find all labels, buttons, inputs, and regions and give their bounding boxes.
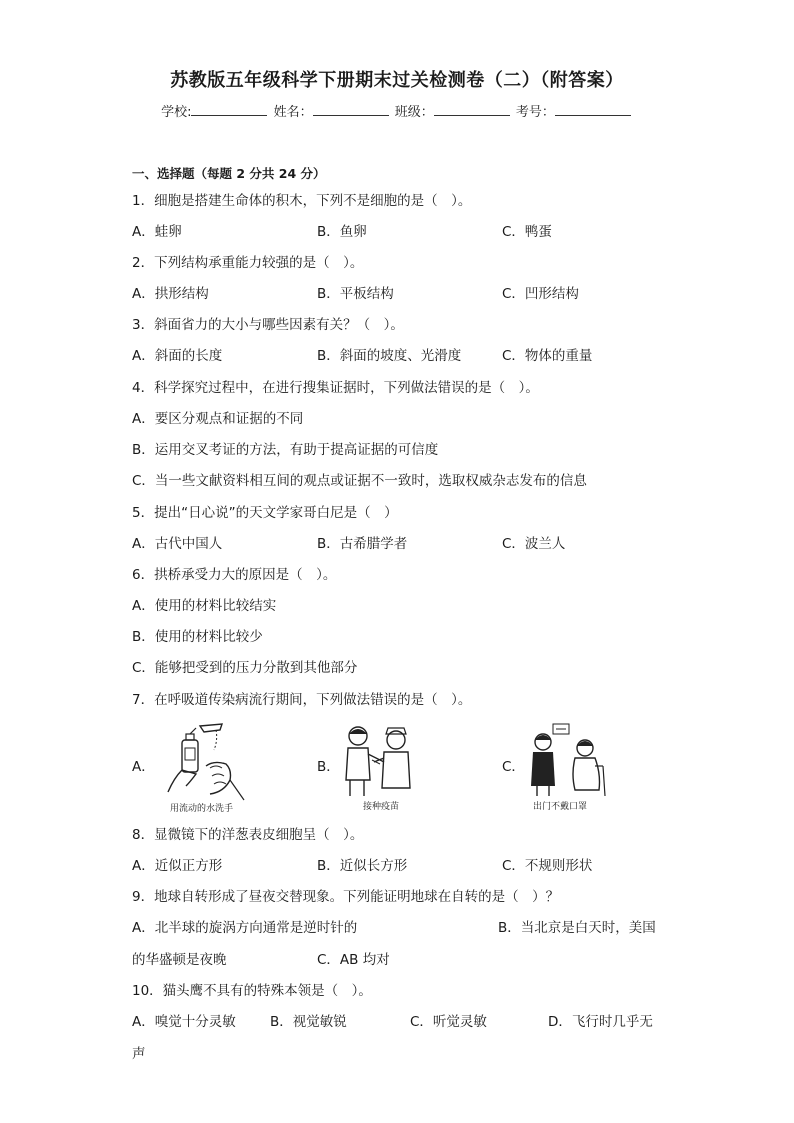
school-blank[interactable] — [191, 101, 267, 116]
question-7-option-b[interactable]: B． — [317, 759, 340, 775]
question-9-stem: 9．地球自转形成了昼夜交替现象。下列能证明地球在自转的是（ ）？ — [132, 889, 560, 905]
question-4-option-b[interactable]: B．运用交叉考证的方法，有助于提高证据的可信度 — [132, 442, 439, 458]
question-8-option-b[interactable]: B．近似长方形 — [317, 858, 408, 874]
question-5-option-a[interactable]: A．古代中国人 — [132, 536, 223, 552]
id-label: 考号： — [515, 105, 555, 120]
question-3-option-b[interactable]: B．斜面的坡度、光滑度 — [317, 348, 462, 364]
question-8-option-c[interactable]: C．不规则形状 — [502, 858, 593, 874]
question-8-stem: 8．显微镜下的洋葱表皮细胞呈（ ）。 — [132, 827, 364, 843]
class-blank[interactable] — [434, 101, 510, 116]
question-2-option-a[interactable]: A．拱形结构 — [132, 286, 209, 302]
id-blank[interactable] — [555, 101, 631, 116]
question-9-option-a[interactable]: A．北半球的旋涡方向通常是逆时针的 — [132, 920, 358, 936]
question-3-stem: 3．斜面省力的大小与哪些因素有关？（ ）。 — [132, 317, 404, 333]
question-6-option-b[interactable]: B．使用的材料比较少 — [132, 629, 263, 645]
question-1-option-a[interactable]: A．蛙卵 — [132, 224, 182, 240]
question-1-option-c[interactable]: C．鸭蛋 — [502, 224, 552, 240]
question-7-stem: 7．在呼吸道传染病流行期间，下列做法错误的是（ ）。 — [132, 692, 472, 708]
question-10-stem: 10．猫头鹰不具有的特殊本领是（ ）。 — [132, 983, 372, 999]
question-10-option-d[interactable]: D．飞行时几乎无 — [548, 1014, 653, 1030]
class-label: 班级： — [394, 105, 434, 120]
section-heading: 一、选择题（每题 2 分共 24 分） — [132, 166, 326, 181]
page-title: 苏教版五年级科学下册期末过关检测卷（二）（附答案） — [170, 70, 624, 91]
question-4-option-a[interactable]: A．要区分观点和证据的不同 — [132, 411, 304, 427]
no-mask-illustration — [525, 722, 615, 798]
hand-washing-illustration — [160, 720, 250, 802]
question-9-option-c[interactable]: C．AB 均对 — [317, 952, 390, 968]
question-5-option-b[interactable]: B．古希腊学者 — [317, 536, 408, 552]
question-4-stem: 4．科学探究过程中，在进行搜集证据时，下列做法错误的是（ ）。 — [132, 380, 539, 396]
caption-wash-hands: 用流动的水洗手 — [170, 804, 234, 814]
question-3-option-c[interactable]: C．物体的重量 — [502, 348, 593, 364]
school-label: 学校: — [161, 105, 192, 120]
question-10-option-c[interactable]: C．听觉灵敏 — [410, 1014, 487, 1030]
question-8-option-a[interactable]: A．近似正方形 — [132, 858, 223, 874]
name-label: 姓名： — [273, 105, 313, 120]
question-4-option-c[interactable]: C．当一些文献资料相互间的观点或证据不一致时，选取权威杂志发布的信息 — [132, 473, 587, 489]
question-1-stem: 1．细胞是搭建生命体的积木，下列不是细胞的是（ ）。 — [132, 193, 472, 209]
question-6-option-a[interactable]: A．使用的材料比较结实 — [132, 598, 277, 614]
question-5-stem: 5．提出“日心说”的天文学家哥白尼是（ ） — [132, 505, 398, 521]
question-1-option-b[interactable]: B．鱼卵 — [317, 224, 367, 240]
question-6-option-c[interactable]: C．能够把受到的压力分散到其他部分 — [132, 660, 358, 676]
caption-vaccination: 接种疫苗 — [363, 802, 400, 812]
student-info-row — [0, 101, 794, 123]
vaccination-illustration — [340, 722, 420, 798]
question-2-option-c[interactable]: C．凹形结构 — [502, 286, 579, 302]
name-blank[interactable] — [313, 101, 389, 116]
question-7-option-a[interactable]: A． — [132, 759, 155, 775]
caption-no-mask: 出门不戴口罩 — [533, 802, 588, 812]
question-10-option-d-continued[interactable]: 声 — [132, 1046, 146, 1062]
question-7-option-c[interactable]: C． — [502, 759, 525, 775]
question-6-stem: 6．拱桥承受力大的原因是（ ）。 — [132, 567, 337, 583]
question-9-option-b-continued[interactable]: 的华盛顿是夜晚 — [132, 952, 227, 968]
question-2-stem: 2．下列结构承重能力较强的是（ ）。 — [132, 255, 364, 271]
question-2-option-b[interactable]: B．平板结构 — [317, 286, 394, 302]
question-9-option-b[interactable]: B．当北京是白天时，美国 — [498, 920, 656, 936]
question-3-option-a[interactable]: A．斜面的长度 — [132, 348, 223, 364]
question-10-option-a[interactable]: A．嗅觉十分灵敏 — [132, 1014, 236, 1030]
question-10-option-b[interactable]: B．视觉敏锐 — [270, 1014, 347, 1030]
question-5-option-c[interactable]: C．波兰人 — [502, 536, 566, 552]
